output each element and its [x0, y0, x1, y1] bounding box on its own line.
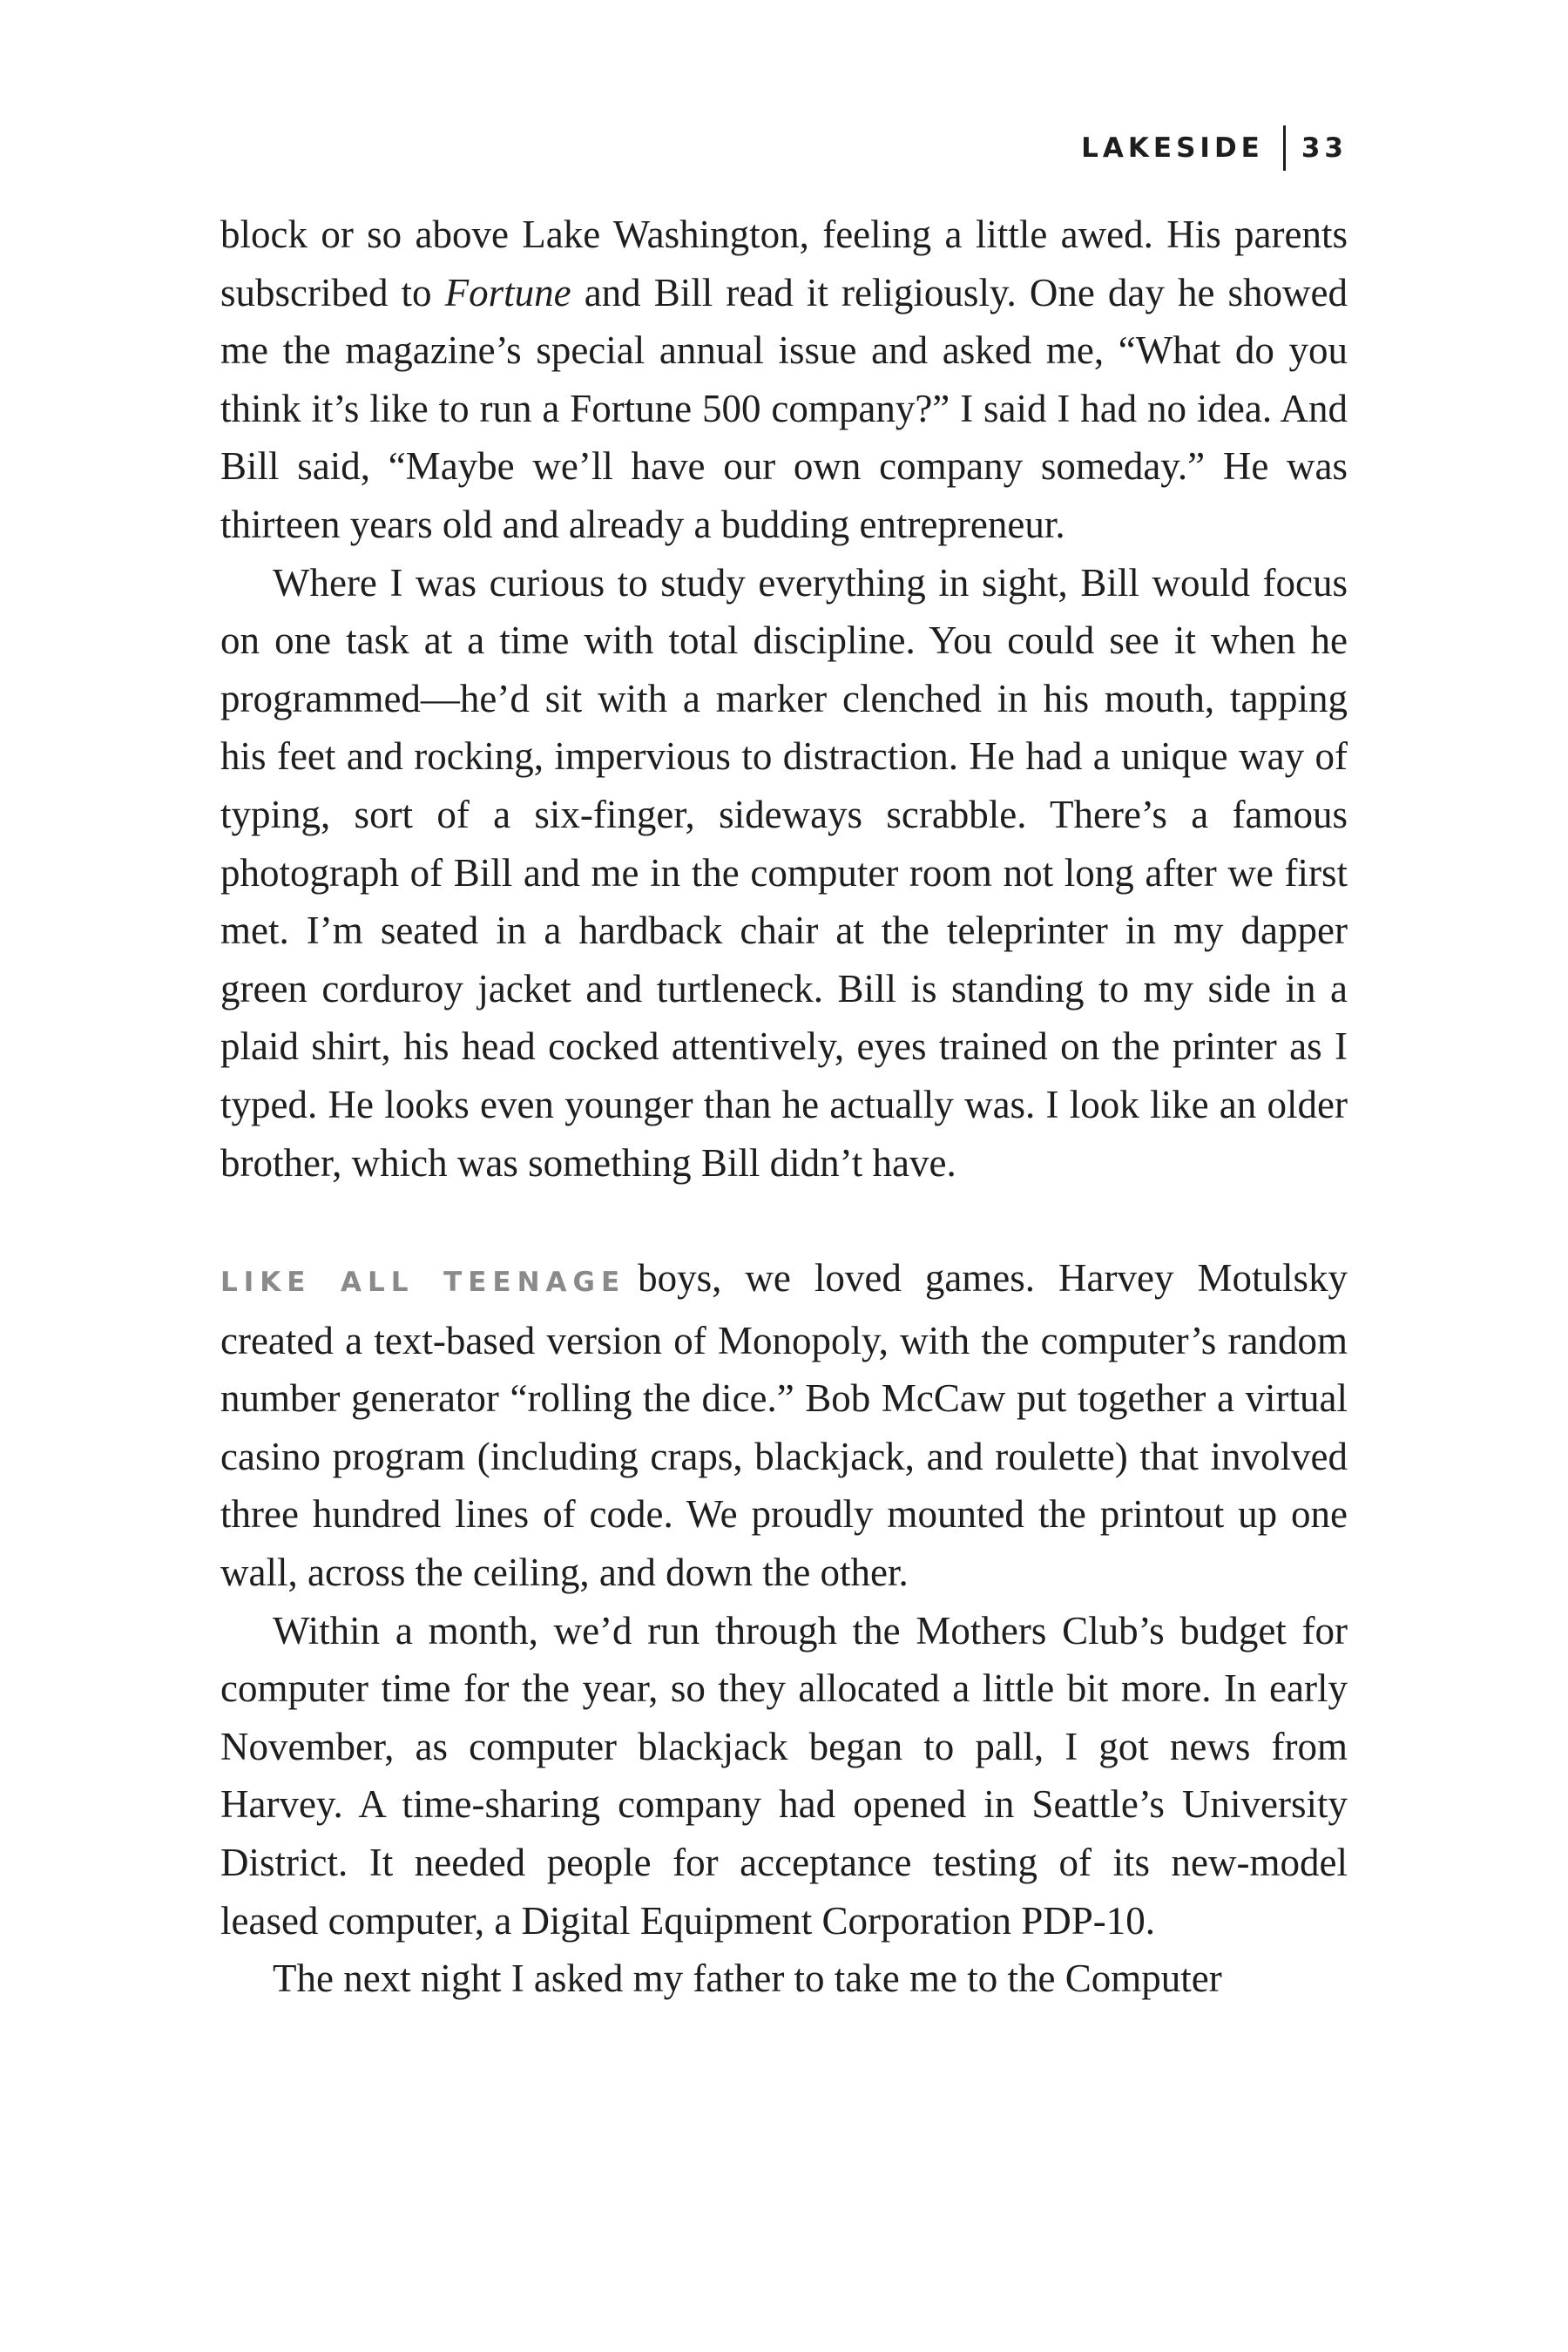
section-opening-text: boys, we loved games. Harvey Motulsky created a text-based version of Monopoly, with the computer’s random number generator “rolling the dice.” Bob McCaw put together a virtual casino program (including craps, blackjack, and roulette) that involved three hundred lines of code. We proudly mounted the printout up one wall, across the ceiling, and down the other.: [220, 1256, 1348, 1595]
paragraph-text-after-italic: and Bill read it religiously. One day he showed me the magazine’s special annual issue and asked me, “What do you think it’s like to run a Fortune 500 company?” I said I had no idea. And Bill said, “Maybe we’ll have our own company someday.” He was thirteen years old and already a budding entrepreneur.: [220, 270, 1348, 546]
paragraph-continued: [220, 206, 1348, 554]
paragraph-last-line: The next night I asked my father to take me to the Computer: [273, 1957, 1222, 2001]
paragraph: Where I was curious to study everything in sight, Bill would focus on one task at a time with total discipline. You could see it when he programmed—he’d sit with a marker clenched in his mouth, tapping his feet and rocking, impervious to distraction. He had a unique way of typing, sort of a six-finger, sideways scrabble. There’s a famous photograph of Bill and me in the computer room not long after we first met. I’m seated in a hardback chair at the teleprinter in my dapper green corduroy jacket and turtleneck. Bill is standing to my side in a plaid shirt, his head cocked attentively, eyes trained on the printer as I typed. He looks even younger than he actually was. I look like an older brother, which was something Bill didn’t have.: [220, 560, 1348, 1185]
running-head-section: LAKESIDE: [1081, 132, 1264, 164]
paragraph-text-before-italic: block or so above Lake Washington, feeling a little awed. His parents subscribed to: [220, 213, 1348, 314]
running-head-divider: [1283, 125, 1286, 171]
page-number: 33: [1301, 132, 1348, 164]
italic-magazine-title: Fortune: [444, 270, 571, 314]
running-head: [1081, 122, 1348, 174]
section-opening-paragraph: [220, 1249, 1348, 1602]
section-lead-in: LIKE ALL TEENAGE: [220, 1267, 626, 1299]
paragraph: Within a month, we’d run through the Mothers Club’s budget for computer time for the year, so they allocated a little bit more. In early November, as computer blackjack began to pall, I got news from Harvey. A time-sharing company had opened in Seattle’s University District. It needed people for acceptance testing of its new-model leased computer, a Digital Equipment Corporation PDP-10.: [220, 1608, 1348, 1943]
body-text: [220, 206, 1348, 2008]
